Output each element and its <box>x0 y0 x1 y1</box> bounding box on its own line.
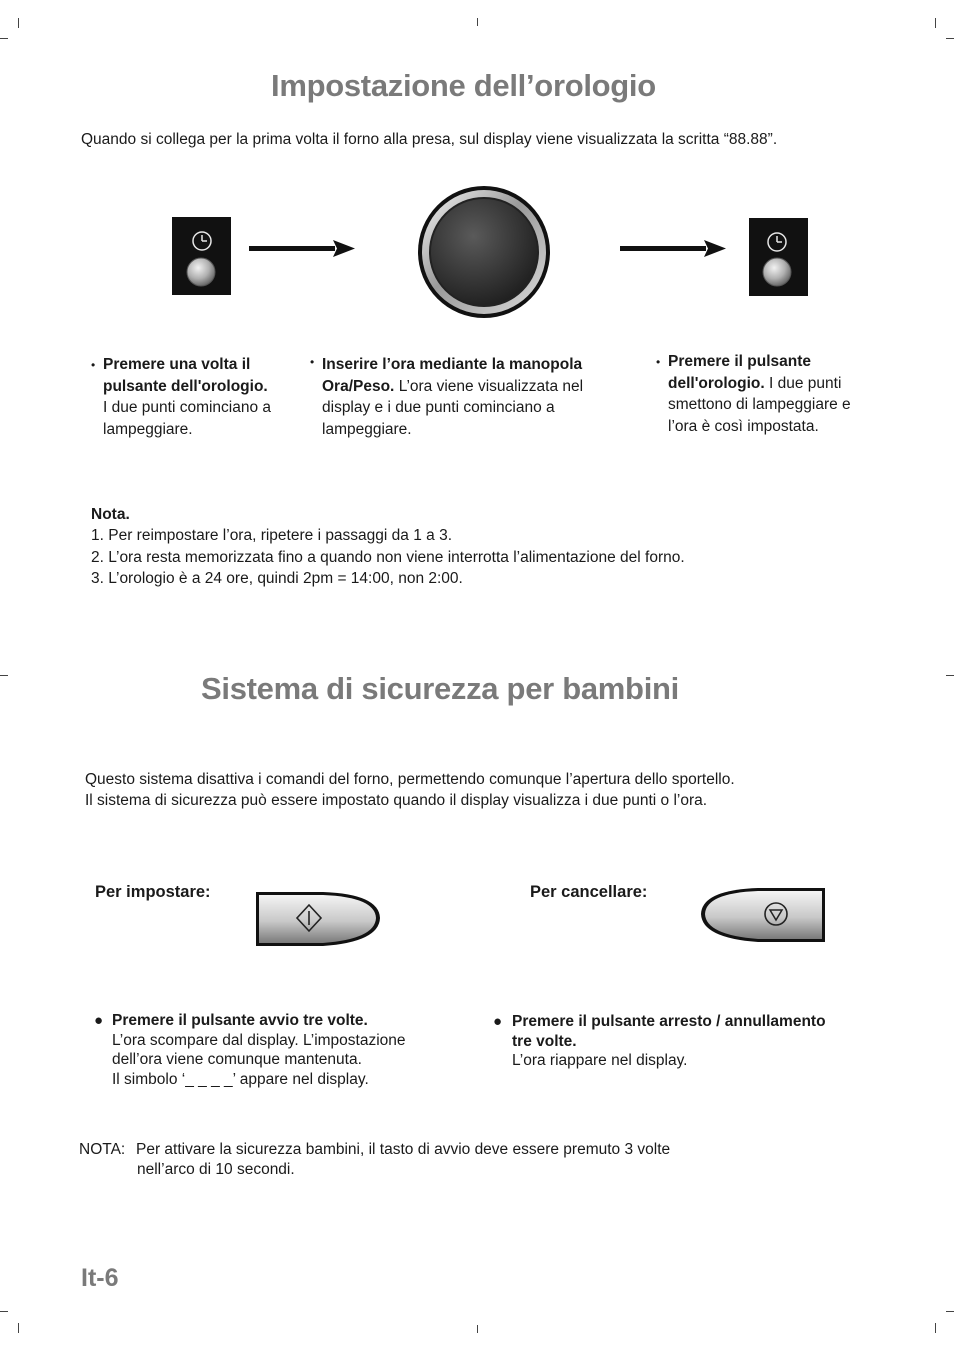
step-3-text: I due punti smettono di lampeggiare e l’ora è così impostata. <box>668 374 851 435</box>
note-item: 3. L’orologio è a 24 ore, quindi 2pm = 14:00, non 2:00. <box>91 570 463 587</box>
set-line: Il simbolo ‘_ _ _ _’ appare nel display. <box>112 1070 369 1088</box>
clock-icon <box>749 218 808 296</box>
section-title-clock: Impostazione dell’orologio <box>271 68 656 103</box>
cancel-text: L’ora riappare nel display. <box>512 1052 688 1069</box>
page-number: It-6 <box>81 1264 119 1292</box>
bullet: • <box>310 355 315 369</box>
step-3 <box>668 351 868 437</box>
step-1-bold: Premere una volta il pulsante dell'orologio. <box>103 356 268 395</box>
cancel-label: Per cancellare: <box>530 883 648 901</box>
clock-icon <box>172 217 231 295</box>
crop-mark <box>18 1323 19 1333</box>
set-line: L’ora scompare dal display. L’impostazione <box>112 1031 406 1049</box>
crop-mark <box>935 1323 936 1333</box>
step-2-text: L’ora viene visualizzata nel display e i due punti cominciano a lampeggiare. <box>322 377 584 438</box>
crop-mark <box>0 1311 8 1312</box>
crop-mark <box>935 18 936 28</box>
crop-mark <box>946 38 954 39</box>
section-title-child-lock: Sistema di sicurezza per bambini <box>201 671 679 706</box>
arrow-right-icon <box>620 238 730 258</box>
clock-button-panel <box>749 218 808 296</box>
nota-label: NOTA: <box>79 1141 126 1158</box>
set-label: Per impostare: <box>95 883 211 901</box>
crop-mark <box>477 18 478 26</box>
dial-knob-icon[interactable] <box>416 184 552 320</box>
note-title: Nota. <box>91 506 130 523</box>
bullet: • <box>91 358 96 372</box>
clock-intro: Quando si collega per la prima volta il forno alla presa, sul display viene visualizzata la scritta “88.88”. <box>81 131 778 148</box>
bullet: ● <box>493 1013 503 1030</box>
bullet: • <box>656 355 661 369</box>
nota-line-2: nell’arco di 10 secondi. <box>137 1161 295 1178</box>
note-list <box>91 525 685 590</box>
stop-cancel-button[interactable] <box>698 886 828 946</box>
child-lock-intro <box>85 769 735 811</box>
crop-mark <box>18 18 19 28</box>
start-button[interactable] <box>253 890 383 950</box>
intro-line: Questo sistema disattiva i comandi del forno, permettendo comunque l’apertura dello sportello. <box>85 771 735 788</box>
set-line: dell’ora viene comunque mantenuta. <box>112 1051 362 1068</box>
crop-mark <box>0 675 8 676</box>
crop-mark <box>946 1311 954 1312</box>
bullet: ● <box>94 1012 104 1029</box>
crop-mark <box>477 1325 478 1333</box>
intro-line: Il sistema di sicurezza può essere impostato quando il display visualizza i due punti o l’ora. <box>85 792 708 809</box>
step-2 <box>322 354 622 440</box>
note-item: 2. L’ora resta memorizzata fino a quando non viene interrotta l’alimentazione del forno. <box>91 548 685 566</box>
cancel-bold-1: Premere il pulsante arresto / annullamento <box>512 1013 826 1030</box>
arrow-right-icon <box>249 238 359 258</box>
crop-mark <box>0 38 8 39</box>
crop-mark <box>946 675 954 676</box>
cancel-instructions <box>512 1012 826 1071</box>
set-instructions <box>112 1011 406 1089</box>
cancel-bold-2: tre volte. <box>512 1032 577 1050</box>
note-item: 1. Per reimpostare l’ora, ripetere i passaggi da 1 a 3. <box>91 527 452 544</box>
clock-button-panel <box>172 217 231 295</box>
set-bold: Premere il pulsante avvio tre volte. <box>112 1012 368 1029</box>
step-3-bold: Premere il pulsante dell'orologio. <box>668 353 812 392</box>
step-1 <box>103 354 283 440</box>
step-2-bold: Inserire l’ora mediante la manopola Ora/Peso. <box>322 356 583 395</box>
step-1-text: I due punti cominciano a lampeggiare. <box>103 399 272 438</box>
nota-line-1: Per attivare la sicurezza bambini, il tasto di avvio deve essere premuto 3 volte <box>136 1141 671 1158</box>
